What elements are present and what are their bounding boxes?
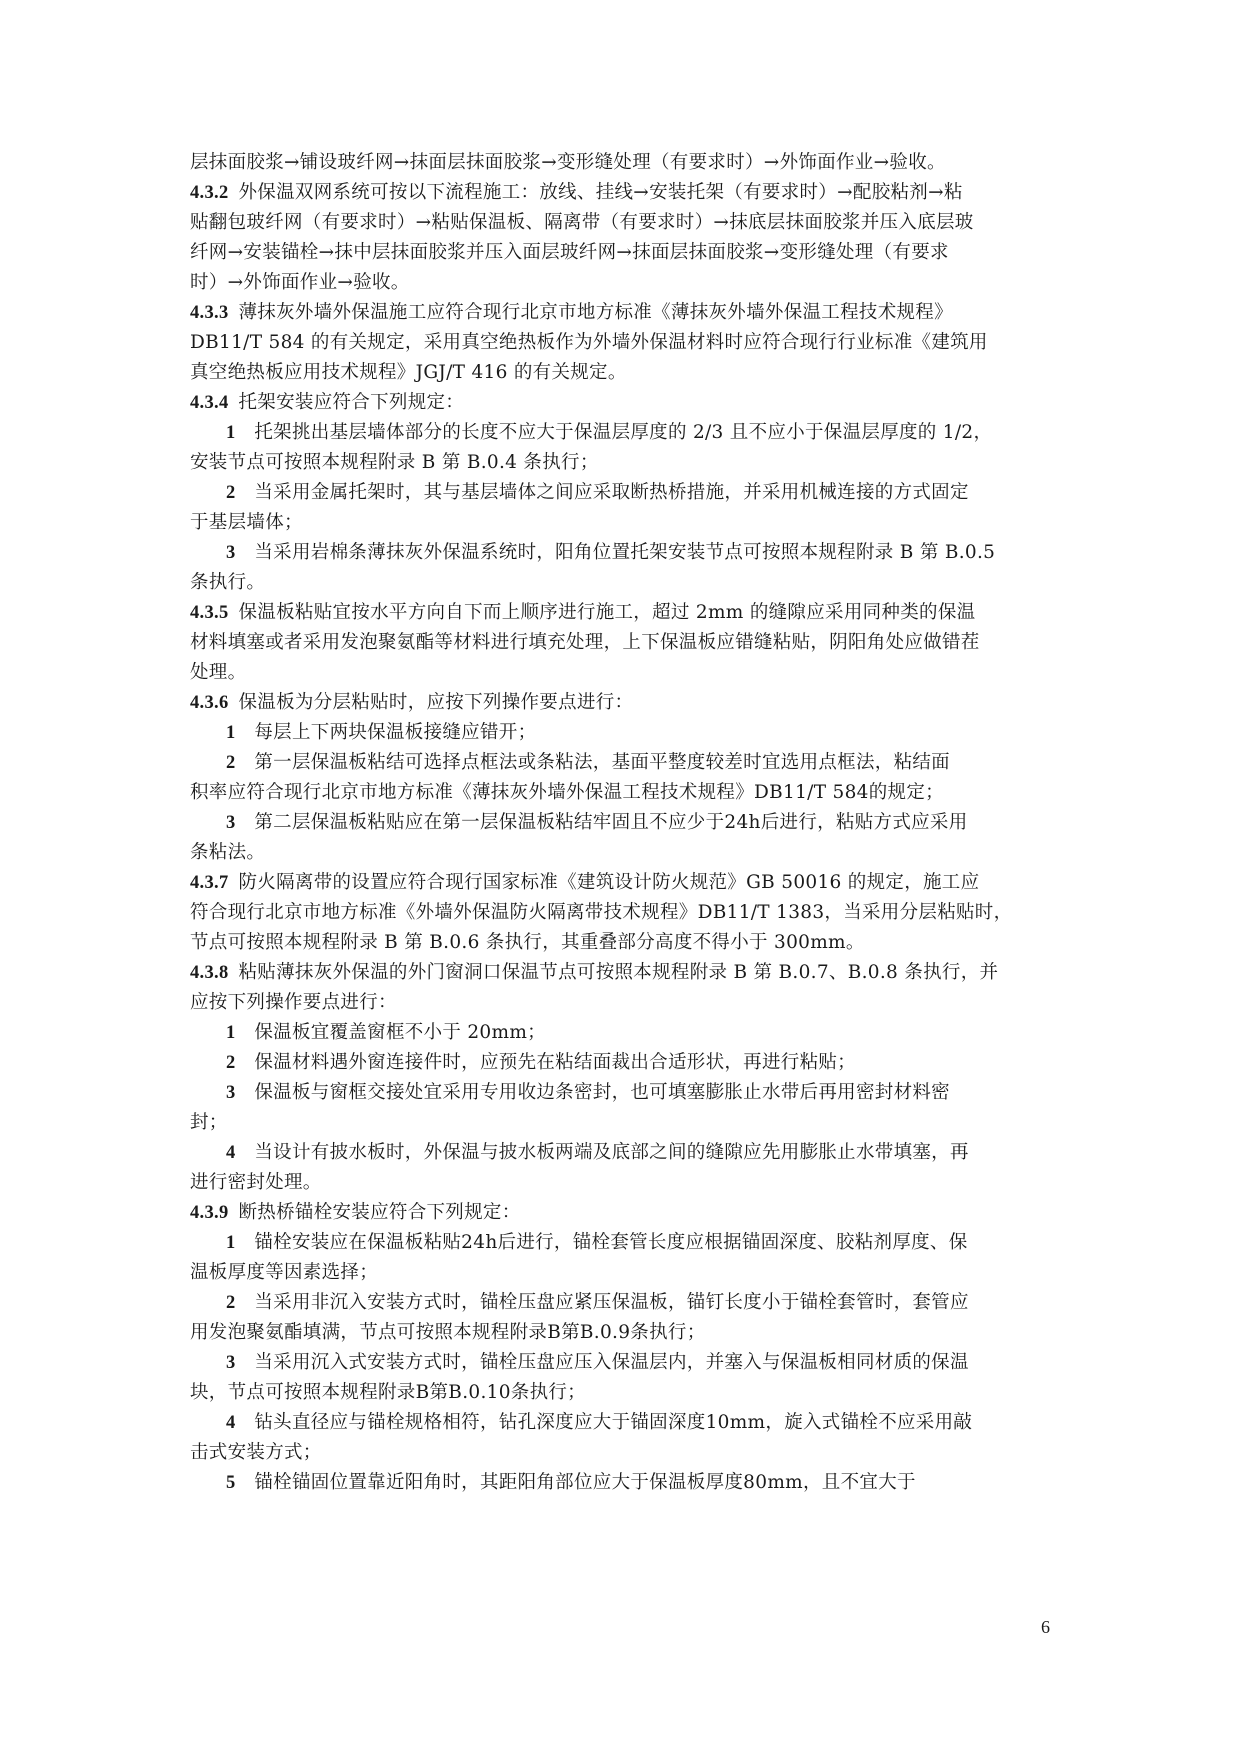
item-line	[190, 748, 1050, 778]
line-text: 当采用沉入式安装方式时，锚栓压盘应压入保温层内，并塞入与保温板相同材质的保温	[254, 1352, 969, 1373]
text-line	[190, 358, 1050, 388]
text-line	[190, 838, 1050, 868]
item-number: 2	[226, 483, 236, 503]
item-number: 3	[226, 813, 236, 833]
clause-number: 4.3.5	[190, 603, 229, 623]
text-line	[190, 1108, 1050, 1138]
text-line	[190, 328, 1050, 358]
line-text: 于基层墙体；	[190, 512, 303, 533]
line-text: 击式安装方式；	[190, 1442, 322, 1463]
line-text: 第二层保温板粘贴应在第一层保温板粘结牢固且不应少于24h后进行，粘贴方式应采用	[254, 812, 968, 833]
line-text: 托架安装应符合下列规定：	[238, 392, 465, 413]
item-line	[190, 1348, 1050, 1378]
item-line	[190, 1048, 1050, 1078]
page-number: 6	[1041, 1617, 1050, 1637]
item-line	[190, 1408, 1050, 1438]
item-number: 3	[226, 543, 236, 563]
clause-line	[190, 1198, 1050, 1228]
item-number: 1	[226, 1233, 236, 1253]
item-number: 2	[226, 1293, 236, 1313]
clause-number: 4.3.2	[190, 183, 229, 203]
text-line	[190, 448, 1050, 478]
text-line	[190, 1318, 1050, 1348]
item-number: 4	[226, 1413, 236, 1433]
item-number: 3	[226, 1083, 236, 1103]
line-text: 断热桥锚栓安装应符合下列规定：	[238, 1202, 521, 1223]
text-line	[190, 1378, 1050, 1408]
line-text: 第一层保温板粘结可选择点框法或条粘法，基面平整度较差时宜选用点框法，粘结面	[254, 752, 950, 773]
line-text: 符合现行北京市地方标准《外墙外保温防火隔离带技术规程》DB11/T 1383，当采用分层粘贴时，	[190, 902, 1013, 923]
line-text: 托架挑出基层墙体部分的长度不应大于保温层厚度的 2/3 且不应小于保温层厚度的 1/2，	[254, 422, 993, 443]
line-text: 当采用金属托架时，其与基层墙体之间应采取断热桥措施，并采用机械连接的方式固定	[254, 482, 969, 503]
text-line	[190, 1438, 1050, 1468]
line-text: 封；	[190, 1112, 228, 1133]
line-text: 锚栓安装应在保温板粘贴24h后进行，锚栓套管长度应根据锚固深度、胶粘剂厚度、保	[254, 1232, 968, 1253]
line-text: 当设计有披水板时，外保温与披水板两端及底部之间的缝隙应先用膨胀止水带填塞，再	[254, 1142, 969, 1163]
clause-number: 4.3.8	[190, 963, 229, 983]
item-number: 2	[226, 1053, 236, 1073]
text-line	[190, 568, 1050, 598]
clause-number: 4.3.3	[190, 303, 229, 323]
line-text: 温板厚度等因素选择；	[190, 1262, 379, 1283]
text-line	[190, 988, 1050, 1018]
line-text: 节点可按照本规程附录 B 第 B.0.6 条执行，其重叠部分高度不得小于 300mm。	[190, 932, 865, 953]
clause-number: 4.3.6	[190, 693, 229, 713]
clause-line	[190, 688, 1050, 718]
item-line	[190, 1018, 1050, 1048]
item-line	[190, 1138, 1050, 1168]
line-text: 锚栓锚固位置靠近阳角时，其距阳角部位应大于保温板厚度80mm，且不宜大于	[254, 1472, 916, 1493]
line-text: 当采用非沉入安装方式时，锚栓压盘应紧压保温板，锚钉长度小于锚栓套管时，套管应	[254, 1292, 969, 1313]
clause-line	[190, 868, 1050, 898]
text-line	[190, 898, 1050, 928]
line-text: 块，节点可按照本规程附录B第B.0.10条执行；	[190, 1382, 586, 1403]
line-text: 粘贴薄抹灰外保温的外门窗洞口保温节点可按照本规程附录 B 第 B.0.7、B.0.8 条执行，并	[238, 962, 999, 983]
line-text: 安装节点可按照本规程附录 B 第 B.0.4 条执行；	[190, 452, 599, 473]
item-line	[190, 808, 1050, 838]
text-line	[190, 928, 1050, 958]
text-line	[190, 628, 1050, 658]
clause-line	[190, 178, 1050, 208]
line-text: 处理。	[190, 662, 247, 683]
line-text: 真空绝热板应用技术规程》JGJ/T 416 的有关规定。	[190, 362, 627, 383]
line-text: DB11/T 584 的有关规定，采用真空绝热板作为外墙外保温材料时应符合现行行业标准《建筑用	[190, 332, 988, 353]
line-text: 保温板为分层粘贴时，应按下列操作要点进行：	[238, 692, 634, 713]
line-text: 用发泡聚氨酯填满，节点可按照本规程附录B第B.0.9条执行；	[190, 1322, 706, 1343]
clause-line	[190, 958, 1050, 988]
item-line	[190, 1228, 1050, 1258]
text-line	[190, 1258, 1050, 1288]
line-text: 积率应符合现行北京市地方标准《薄抹灰外墙外保温工程技术规程》DB11/T 584的规定；	[190, 782, 944, 803]
line-text: 防火隔离带的设置应符合现行国家标准《建筑设计防火规范》GB 50016 的规定，施工应	[238, 872, 980, 893]
item-line	[190, 418, 1050, 448]
clause-line	[190, 598, 1050, 628]
document-body	[190, 148, 1050, 1498]
line-text: 条粘法。	[190, 842, 266, 863]
text-line	[190, 208, 1050, 238]
clause-line	[190, 298, 1050, 328]
line-text: 贴翻包玻纤网（有要求时）→粘贴保温板、隔离带（有要求时）→抹底层抹面胶浆并压入底层玻	[190, 212, 974, 233]
item-number: 1	[226, 423, 236, 443]
item-number: 3	[226, 1353, 236, 1373]
line-text: 当采用岩棉条薄抹灰外保温系统时，阳角位置托架安装节点可按照本规程附录 B 第 B.0.5	[254, 542, 996, 563]
line-text: 每层上下两块保温板接缝应错开；	[254, 722, 537, 743]
item-line	[190, 1468, 1050, 1498]
line-text: 保温板与窗框交接处宜采用专用收边条密封，也可填塞膨胀止水带后再用密封材料密	[254, 1082, 950, 1103]
item-line	[190, 538, 1050, 568]
clause-line	[190, 388, 1050, 418]
text-line	[190, 148, 1050, 178]
clause-number: 4.3.4	[190, 393, 229, 413]
text-line	[190, 508, 1050, 538]
item-number: 5	[226, 1473, 236, 1493]
line-text: 外保温双网系统可按以下流程施工：放线、挂线→安装托架（有要求时）→配胶粘剂→粘	[238, 182, 963, 203]
item-number: 2	[226, 753, 236, 773]
line-text: 条执行。	[190, 572, 266, 593]
line-text: 应按下列操作要点进行：	[190, 992, 397, 1013]
line-text: 纤网→安装锚栓→抹中层抹面胶浆并压入面层玻纤网→抹面层抹面胶浆→变形缝处理（有要求	[190, 242, 949, 263]
item-number: 4	[226, 1143, 236, 1163]
item-line	[190, 1078, 1050, 1108]
text-line	[190, 238, 1050, 268]
line-text: 进行密封处理。	[190, 1172, 322, 1193]
line-text: 保温板宜覆盖窗框不小于 20mm；	[254, 1022, 546, 1043]
item-line	[190, 478, 1050, 508]
line-text: 保温板粘贴宜按水平方向自下而上顺序进行施工，超过 2mm 的缝隙应采用同种类的保温	[238, 602, 976, 623]
text-line	[190, 1168, 1050, 1198]
line-text: 保温材料遇外窗连接件时，应预先在粘结面裁出合适形状，再进行粘贴；	[254, 1052, 856, 1073]
item-number: 1	[226, 723, 236, 743]
item-line	[190, 1288, 1050, 1318]
text-line	[190, 268, 1050, 298]
line-text: 时）→外饰面作业→验收。	[190, 272, 410, 293]
text-line	[190, 658, 1050, 688]
line-text: 钻头直径应与锚栓规格相符，钻孔深度应大于锚固深度10mm，旋入式锚栓不应采用敲	[254, 1412, 973, 1433]
item-line	[190, 718, 1050, 748]
clause-number: 4.3.9	[190, 1203, 229, 1223]
line-text: 材料填塞或者采用发泡聚氨酯等材料进行填充处理，上下保温板应错缝粘贴，阴阳角处应做错茬	[190, 632, 980, 653]
line-text: 薄抹灰外墙外保温施工应符合现行北京市地方标准《薄抹灰外墙外保温工程技术规程》	[238, 302, 953, 323]
line-text: 层抹面胶浆→铺设玻纤网→抹面层抹面胶浆→变形缝处理（有要求时）→外饰面作业→验收。	[190, 152, 946, 173]
text-line	[190, 778, 1050, 808]
clause-number: 4.3.7	[190, 873, 229, 893]
item-number: 1	[226, 1023, 236, 1043]
